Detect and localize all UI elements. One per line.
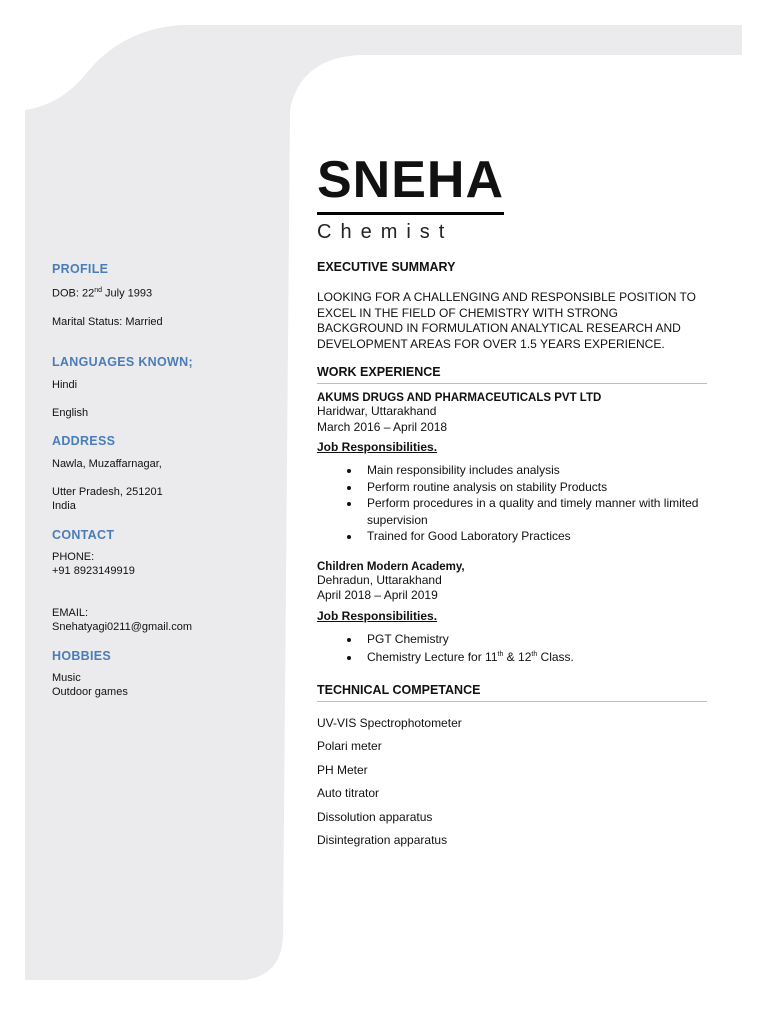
technical-item: Dissolution apparatus <box>317 809 433 824</box>
hobby-item: Music <box>52 671 81 684</box>
technical-heading: TECHNICAL COMPETANCE <box>317 683 707 702</box>
job-company: Children Modern Academy, <box>317 560 465 573</box>
phone-number[interactable]: +91 8923149919 <box>52 564 135 577</box>
list-item: • Main responsibility includes analysis <box>361 462 707 479</box>
job-company: AKUMS DRUGS AND PHARMACEUTICALS PVT LTD <box>317 392 602 404</box>
list-item: • Perform routine analysis on stability Products <box>361 479 707 496</box>
email-address[interactable]: Snehatyagi0211@gmail.com <box>52 620 192 633</box>
language-item: Hindi <box>52 378 78 391</box>
technical-list <box>317 712 707 853</box>
list-item: • PGT Chemistry <box>361 631 707 648</box>
sidebar <box>52 262 277 699</box>
dob: DOB: 22nd July 1993 <box>52 287 153 300</box>
list-item: • Trained for Good Laboratory Practices <box>361 528 707 545</box>
list-item: • Perform procedures in a quality and timely manner with limited supervision <box>361 495 707 528</box>
responsibility-list <box>317 631 707 666</box>
marital-status: Marital Status: Married <box>52 315 163 328</box>
job-period: March 2016 – April 2018 <box>317 419 448 434</box>
responsibility-list <box>317 462 707 545</box>
address-line: Nawla, Muzaffarnagar, <box>52 457 162 470</box>
list-item: • Chemistry Lecture for 11th & 12th Class. <box>361 647 707 666</box>
phone-label: PHONE: <box>52 550 95 563</box>
technical-item: Auto titrator <box>317 786 380 800</box>
job-responsibilities-label: Job Responsibilities. <box>317 440 438 454</box>
profile-heading: PROFILE <box>52 262 109 276</box>
address-line: India <box>52 499 76 512</box>
candidate-role: Chemist <box>317 221 454 243</box>
hobbies-heading: HOBBIES <box>52 648 112 663</box>
address-line: Utter Pradesh, 251201 <box>52 485 163 498</box>
address-heading: ADDRESS <box>52 433 116 448</box>
technical-item: PH Meter <box>317 762 368 777</box>
technical-item: UV-VIS Spectrophotometer <box>317 715 462 730</box>
work-experience-heading: WORK EXPERIENCE <box>317 365 707 384</box>
job-period: April 2018 – April 2019 <box>317 588 438 602</box>
job-location: Haridwar, Uttarakhand <box>317 404 437 418</box>
technical-item: Polari meter <box>317 739 382 753</box>
summary-heading: EXECUTIVE SUMMARY <box>317 260 456 274</box>
technical-item: Disintegration apparatus <box>317 833 448 847</box>
main-column <box>317 150 707 853</box>
job-responsibilities-label: Job Responsibilities. <box>317 608 438 623</box>
language-item: English <box>52 406 89 419</box>
candidate-name: SNEHA <box>317 150 504 215</box>
hobby-item: Outdoor games <box>52 685 128 698</box>
summary-text: LOOKING FOR A CHALLENGING AND RESPONSIBLE POSITION TO EXCEL IN THE FIELD OF CHEMISTRY WITH STRONG BACKGROUND IN FORMULATION ANALYTICAL RESEARCH AND DEVELOPMENT AREAS FOR OVER 1.5 YEARS EXPERIENCE. <box>317 290 696 351</box>
languages-heading: LANGUAGES KNOWN; <box>52 354 193 369</box>
job-location: Dehradun, Uttarakhand <box>317 572 442 587</box>
contact-heading: CONTACT <box>52 527 115 542</box>
email-label: EMAIL: <box>52 606 89 619</box>
